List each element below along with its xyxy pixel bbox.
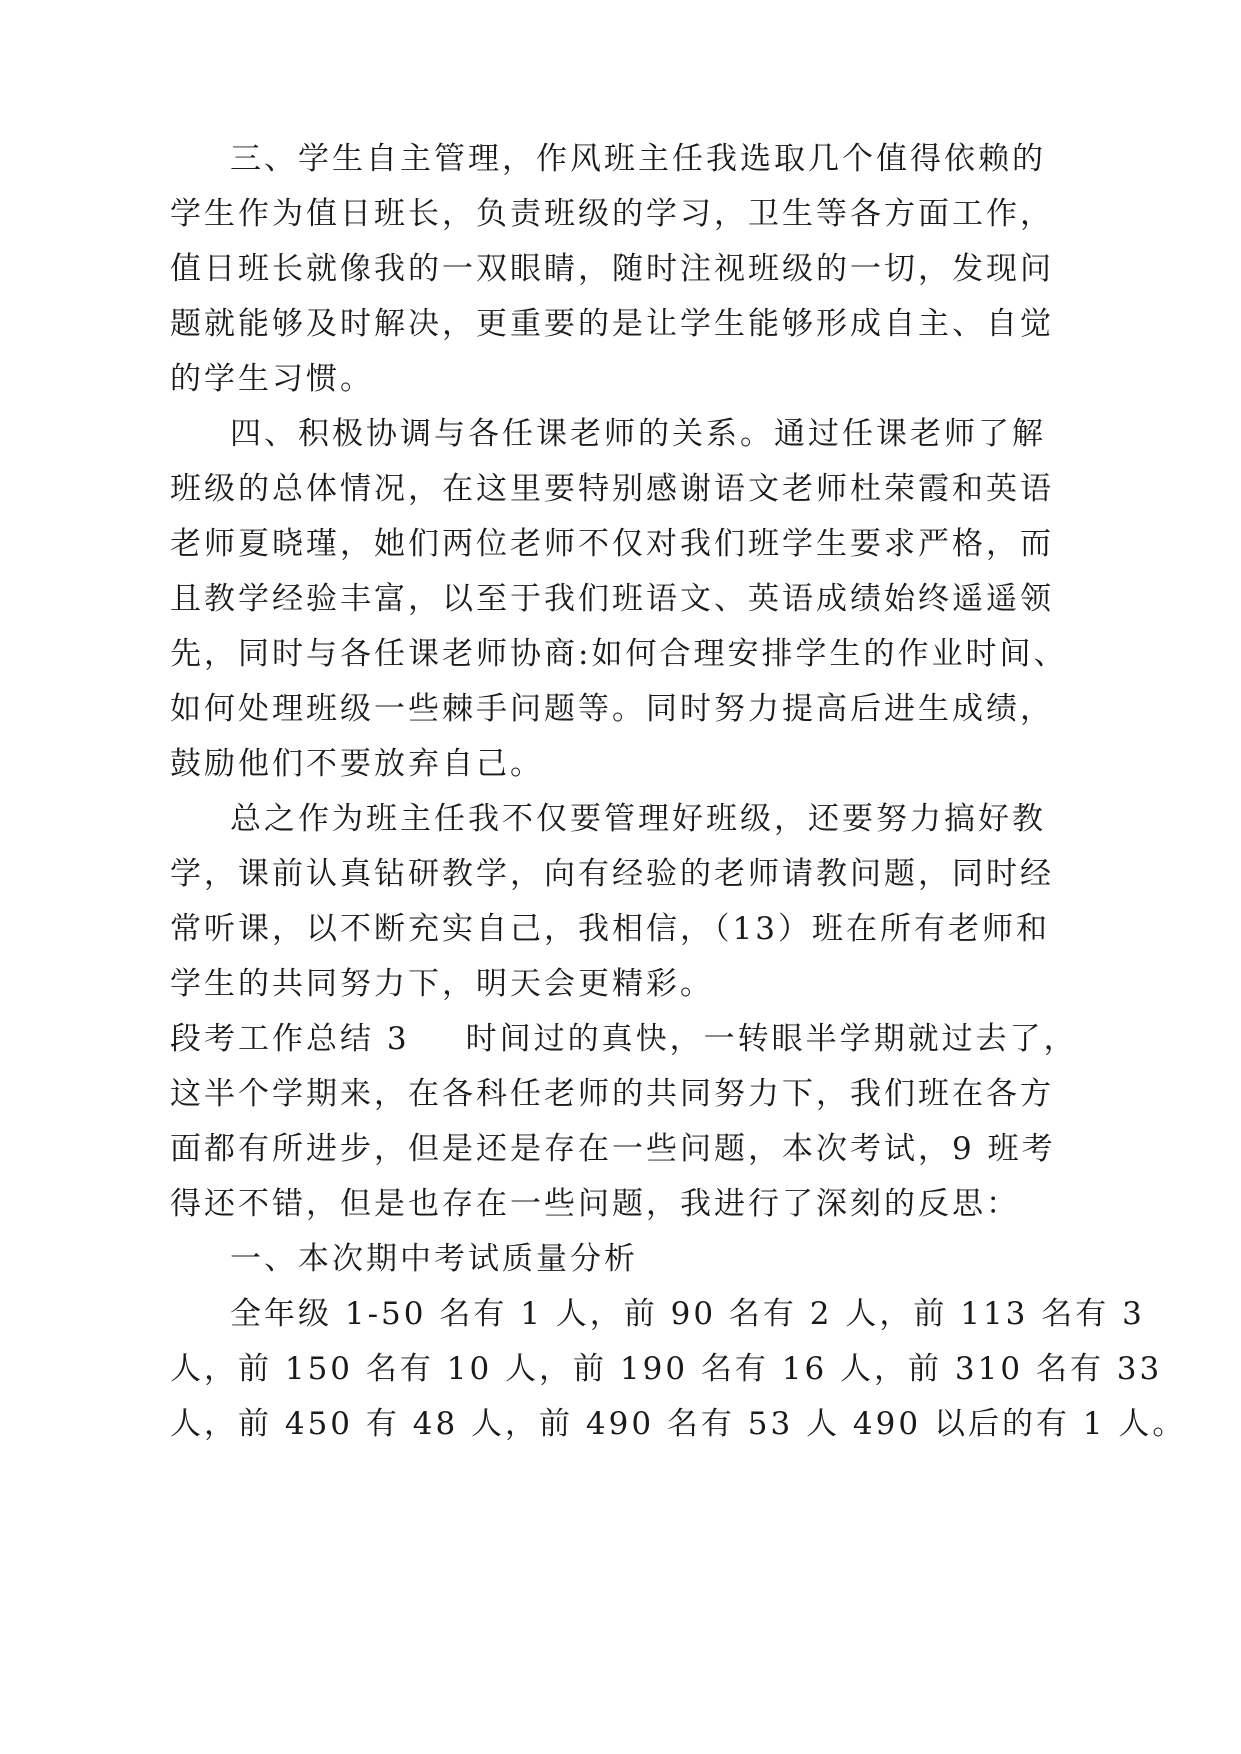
section-heading-line <box>170 1019 1078 1059</box>
text-line: 学生作为值日班长，负责班级的学习，卫生等各方面工作， <box>170 196 1054 232</box>
text-line: 题就能够及时解决，更重要的是让学生能够形成自主、自觉 <box>170 306 1054 342</box>
text-line: 学生的共同努力下，明天会更精彩。 <box>170 966 714 1002</box>
text-line: 常听课，以不断充实自己，我相信，（13）班在所有老师和 <box>170 911 1050 947</box>
text-line: 三、学生自主管理，作风班主任我选取几个值得依赖的 <box>230 141 1046 177</box>
text-line: 全年级 1-50 名有 1 人，前 90 名有 2 人，前 113 名有 3 <box>230 1296 1145 1332</box>
text-line: 班级的总体情况，在这里要特别感谢语文老师杜荣霞和英语 <box>170 471 1054 507</box>
section-heading: 段考工作总结 3 <box>170 1021 410 1057</box>
text-line: 的学生习惯。 <box>170 361 374 397</box>
text-line: 四、积极协调与各任课老师的关系。通过任课老师了解 <box>230 416 1046 452</box>
text-line: 面都有所进步，但是还是存在一些问题，本次考试，9 班考 <box>170 1131 1056 1167</box>
text-line: 学，课前认真钻研教学，向有经验的老师请教问题，同时经 <box>170 856 1054 892</box>
subheading-line: 一、本次期中考试质量分析 <box>230 1241 638 1277</box>
text-line: 时间过的真快，一转眼半学期就过去了， <box>465 1021 1078 1057</box>
text-line: 人，前 450 有 48 人，前 490 名有 53 人 490 以后的有 1 人。 <box>170 1406 1187 1442</box>
text-line: 总之作为班主任我不仅要管理好班级，还要努力搞好教 <box>230 801 1046 837</box>
text-line: 先，同时与各任课老师协商:如何合理安排学生的作业时间、 <box>170 636 1068 672</box>
text-line: 且教学经验丰富，以至于我们班语文、英语成绩始终遥遥领 <box>170 581 1054 617</box>
text-line: 鼓励他们不要放弃自己。 <box>170 746 544 782</box>
text-line: 得还不错，但是也存在一些问题，我进行了深刻的反思： <box>170 1186 1020 1222</box>
text-line: 如何处理班级一些棘手问题等。同时努力提高后进生成绩， <box>170 691 1054 727</box>
text-line: 值日班长就像我的一双眼睛，随时注视班级的一切，发现问 <box>170 251 1054 287</box>
text-line: 这半个学期来，在各科任老师的共同努力下，我们班在各方 <box>170 1076 1054 1112</box>
text-line: 人，前 150 名有 10 人，前 190 名有 16 人，前 310 名有 33 <box>170 1351 1163 1387</box>
text-line: 老师夏晓瑾，她们两位老师不仅对我们班学生要求严格，而 <box>170 526 1054 562</box>
